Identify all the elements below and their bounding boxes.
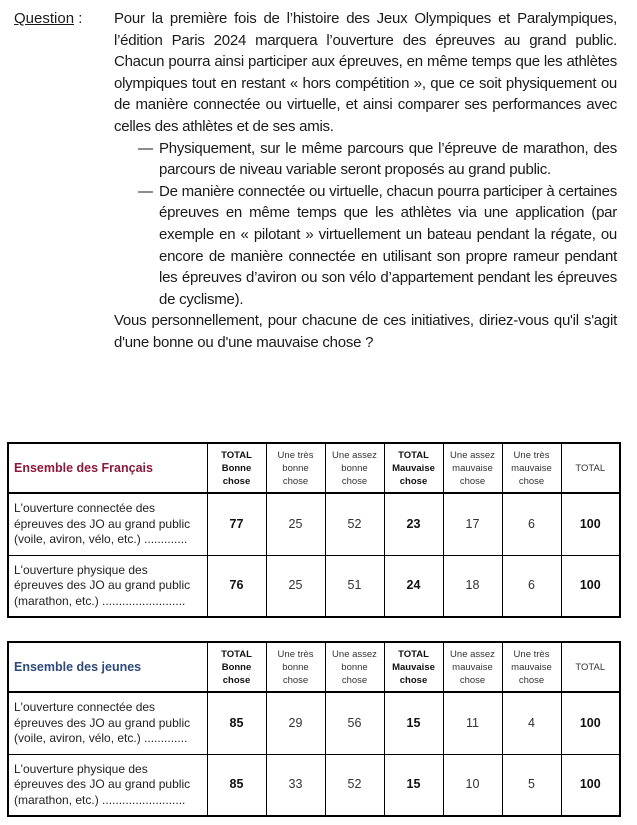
bullet-text: Physiquement, sur le même parcours que l’épreuve de marathon, des parcours de niveau variable seront proposés au grand public. (159, 139, 617, 179)
cell-assez-bonne: 51 (325, 555, 384, 617)
question-body (114, 8, 617, 354)
question-intro: Pour la première fois de l’histoire des Jeux Olympiques et Paralympiques, l’édition Paris 2024 marquera l’ouverture des épreuves au grand public. Chacun pourra ainsi participer aux épreuves, en même temps que les athlètes olympiques tout en restant « hors compétition », que ce soit physiquement ou de manière connectée ou virtuelle, et ainsi comparer ses performances avec celles des athlètes et de ses amis. (114, 10, 617, 135)
table-header-row (8, 443, 620, 493)
col-header-tres-bonne: Une très bonne chose (266, 443, 325, 493)
cell-tres-bonne: 25 (266, 493, 325, 555)
cell-tres-bonne: 33 (266, 754, 325, 816)
table-row (8, 493, 620, 555)
cell-assez-mauvaise: 11 (443, 692, 502, 754)
cell-total-mauvaise: 15 (384, 692, 443, 754)
cell-assez-mauvaise: 18 (443, 555, 502, 617)
col-header-tres-mauvaise: Une très mauvaise chose (502, 443, 561, 493)
cell-assez-mauvaise: 17 (443, 493, 502, 555)
table-row (8, 692, 620, 754)
cell-total-bonne: 77 (207, 493, 266, 555)
table-title: Ensemble des jeunes (8, 642, 207, 692)
col-header-tres-bonne: Une très bonne chose (266, 642, 325, 692)
cell-total-bonne: 85 (207, 692, 266, 754)
bullet-physical (138, 138, 617, 181)
row-label: L'ouverture connectée des épreuves des JO au grand public (voile, aviron, vélo, etc.) ............. (8, 692, 207, 754)
cell-total: 100 (561, 692, 620, 754)
cell-total-mauvaise: 15 (384, 754, 443, 816)
col-header-assez-mauvaise: Une assez mauvaise chose (443, 642, 502, 692)
table-title: Ensemble des Français (8, 443, 207, 493)
question-bullets (138, 138, 617, 311)
col-header-total-bonne: TOTAL Bonne chose (207, 443, 266, 493)
cell-total-mauvaise: 23 (384, 493, 443, 555)
question-label-colon: : (74, 10, 83, 27)
cell-tres-bonne: 25 (266, 555, 325, 617)
bullet-connected (138, 181, 617, 311)
cell-total: 100 (561, 493, 620, 555)
row-label: L'ouverture connectée des épreuves des JO au grand public (voile, aviron, vélo, etc.) ............. (8, 493, 207, 555)
cell-tres-bonne: 29 (266, 692, 325, 754)
col-header-total-bonne: TOTAL Bonne chose (207, 642, 266, 692)
question-label (14, 8, 82, 30)
cell-total-bonne: 85 (207, 754, 266, 816)
cell-total-mauvaise: 24 (384, 555, 443, 617)
col-header-total-mauvaise: TOTAL Mauvaise chose (384, 443, 443, 493)
dash-marker: — (138, 139, 153, 157)
col-header-tres-mauvaise: Une très mauvaise chose (502, 642, 561, 692)
col-header-assez-bonne: Une assez bonne chose (325, 642, 384, 692)
row-label: L'ouverture physique des épreuves des JO au grand public (marathon, etc.) ......................... (8, 754, 207, 816)
col-header-assez-bonne: Une assez bonne chose (325, 443, 384, 493)
col-header-total-mauvaise: TOTAL Mauvaise chose (384, 642, 443, 692)
cell-assez-bonne: 52 (325, 754, 384, 816)
table-row (8, 754, 620, 816)
question-label-text: Question (14, 10, 75, 27)
cell-tres-mauvaise: 6 (502, 555, 561, 617)
cell-assez-bonne: 56 (325, 692, 384, 754)
bullet-text: De manière connectée ou virtuelle, chacun pourra participer à certaines épreuves en même temps que les athlètes via une application (par exemple en « pilotant » virtuellement un bateau pendant la régate, ou encore de manière connectée en utilisant son propre rameur pendant les épreuves d’aviron ou son vélo d’appartement pendant les épreuves de cyclisme). (159, 182, 617, 308)
cell-tres-mauvaise: 5 (502, 754, 561, 816)
table-header-row (8, 642, 620, 692)
table-row (8, 555, 620, 617)
cell-total: 100 (561, 555, 620, 617)
cell-tres-mauvaise: 4 (502, 692, 561, 754)
results-table-francais (7, 442, 621, 618)
col-header-total: TOTAL (561, 642, 620, 692)
dash-marker: — (138, 182, 153, 200)
cell-total: 100 (561, 754, 620, 816)
question-prompt: Vous personnellement, pour chacune de ces initiatives, diriez-vous qu'il s'agit d'une bonne ou d'une mauvaise chose ? (114, 312, 617, 351)
cell-tres-mauvaise: 6 (502, 493, 561, 555)
cell-assez-mauvaise: 10 (443, 754, 502, 816)
cell-assez-bonne: 52 (325, 493, 384, 555)
col-header-assez-mauvaise: Une assez mauvaise chose (443, 443, 502, 493)
row-label: L'ouverture physique des épreuves des JO au grand public (marathon, etc.) ......................... (8, 555, 207, 617)
col-header-total: TOTAL (561, 443, 620, 493)
results-table-jeunes (7, 641, 621, 817)
cell-total-bonne: 76 (207, 555, 266, 617)
